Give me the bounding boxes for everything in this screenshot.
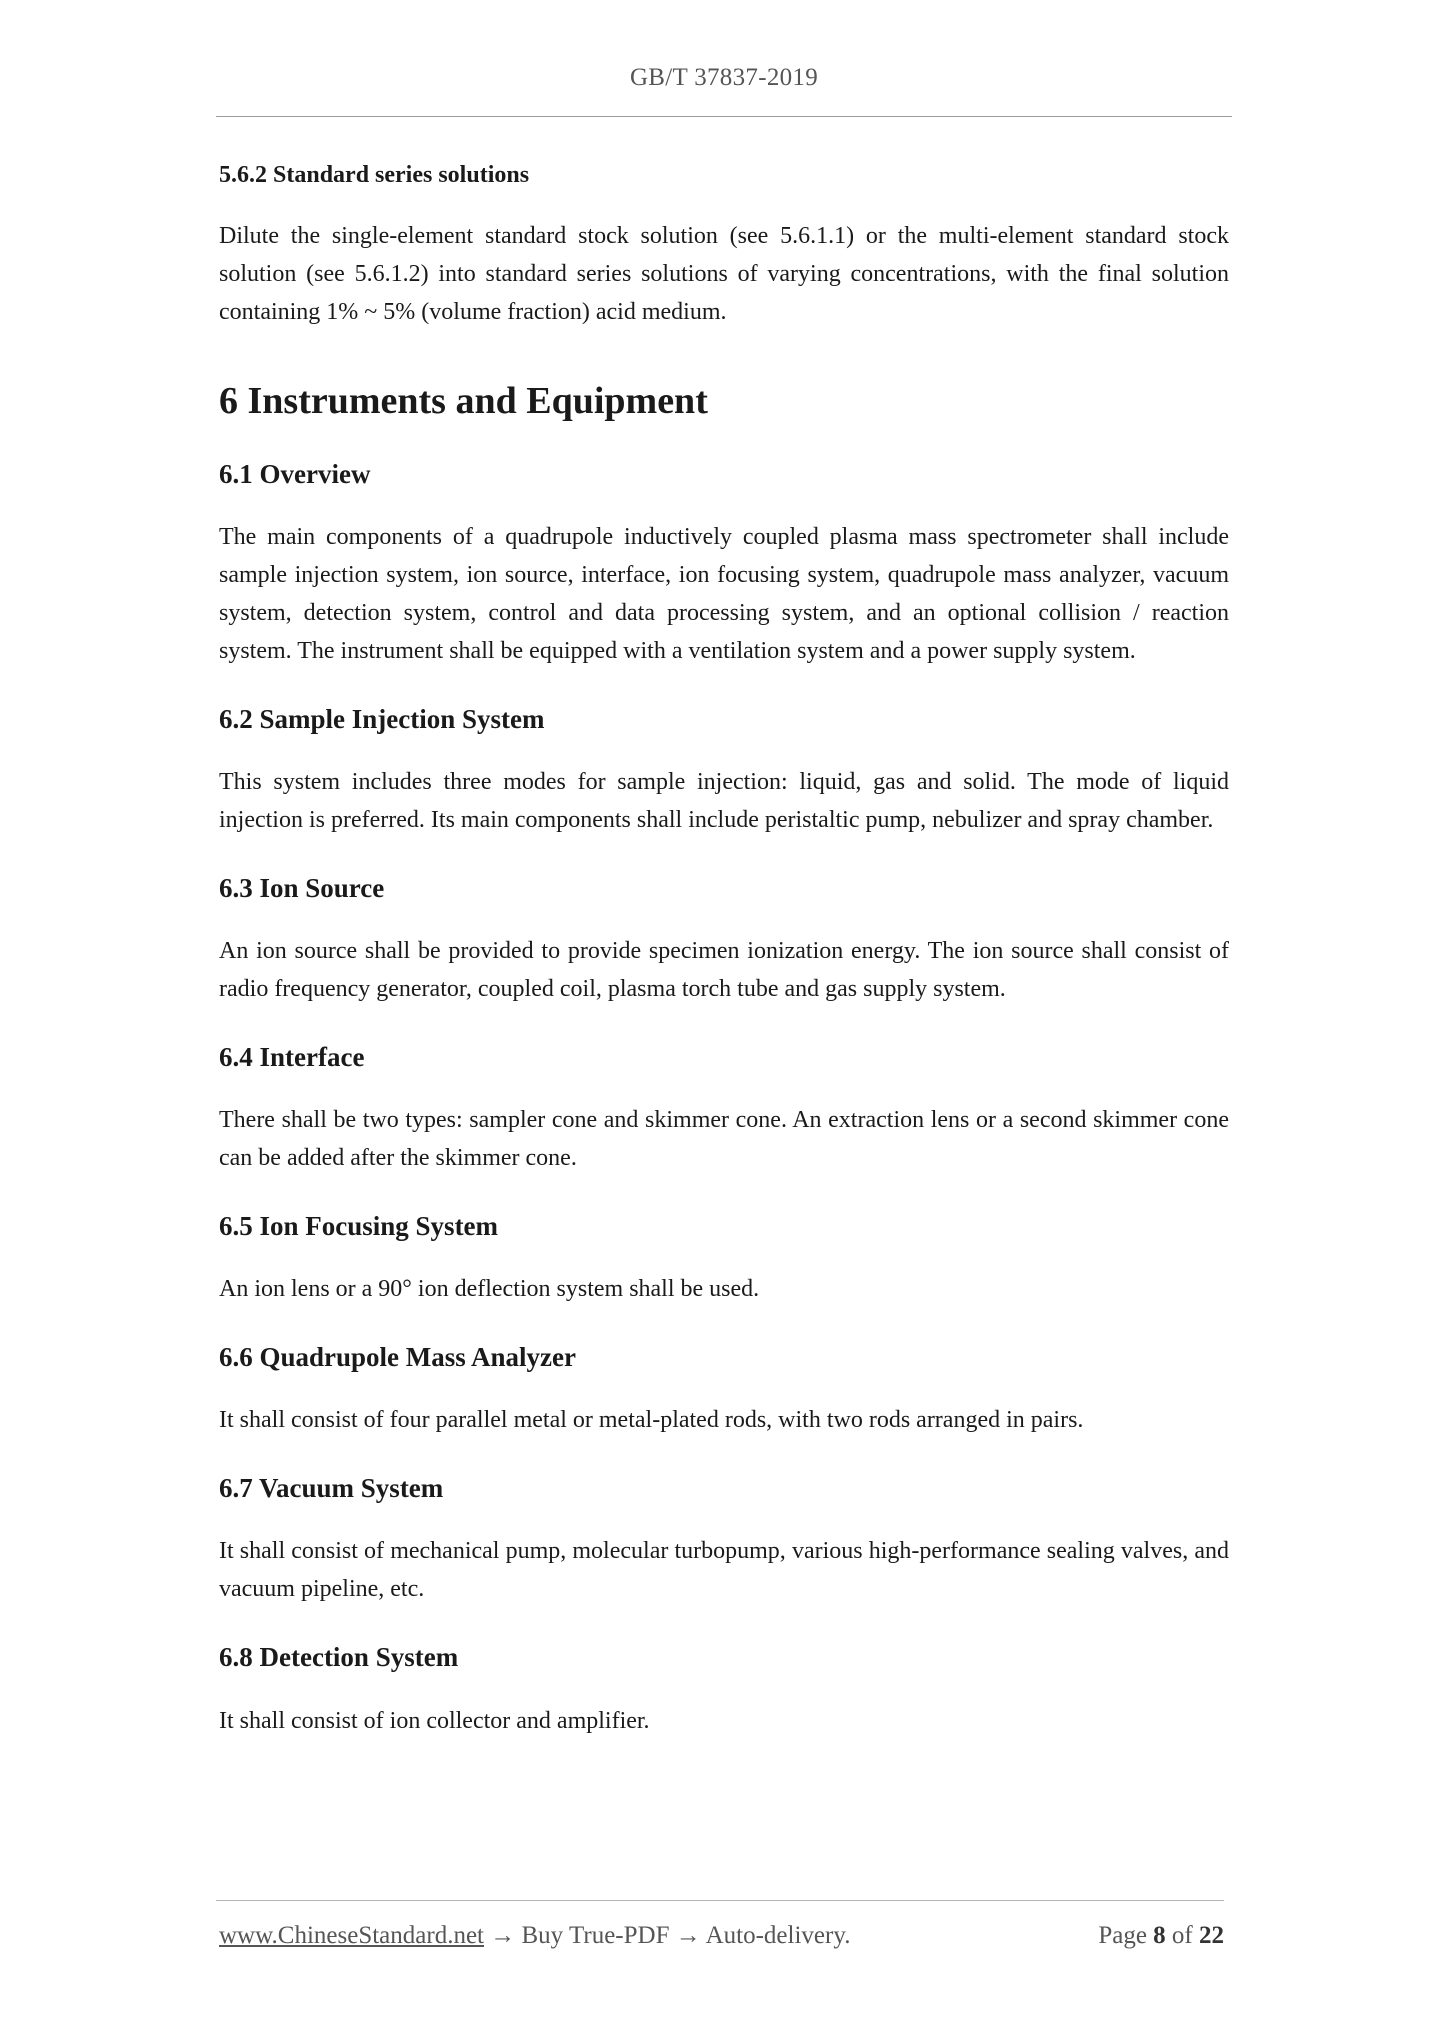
section-6-1-paragraph: The main components of a quadrupole inductively coupled plasma mass spectrometer shall include sample injection system, ion source, interface, ion focusing system, quadrupole mass analyzer, vacuum system, detection system, control and data processing system, and an optional collision / reaction system. The instrument shall be equipped with a ventilation system and a power supply system.: [219, 523, 1229, 664]
section-6-8-title: 6.8 Detection System: [219, 1642, 459, 1673]
section-6-3-title: 6.3 Ion Source: [219, 872, 385, 903]
section-6-1-title: 6.1 Overview: [219, 458, 371, 489]
page-header: GB/T 37837-2019: [629, 64, 819, 91]
section-6-2-title: 6.2 Sample Injection System: [219, 703, 545, 734]
section-6-6-paragraph: It shall consist of four parallel metal or metal-plated rods, with two rods arranged in pairs.: [219, 1407, 1084, 1434]
chapter-6-title: 6 Instruments and Equipment: [219, 380, 708, 423]
page-label: Page: [1098, 1922, 1147, 1949]
footer-promo-text: → Buy True-PDF → Auto-delivery.: [484, 1922, 851, 1949]
current-page-number: 8: [1153, 1922, 1166, 1949]
section-6-6-title: 6.6 Quadrupole Mass Analyzer: [219, 1342, 577, 1373]
section-6-5-paragraph: An ion lens or a 90° ion deflection system shall be used.: [219, 1276, 760, 1303]
document-body: [219, 160, 1229, 1772]
header-divider: [216, 116, 1232, 117]
page-number: [1098, 1922, 1224, 1950]
site-link[interactable]: www.ChineseStandard.net: [219, 1922, 484, 1949]
of-label: of: [1171, 1922, 1193, 1949]
section-6-4-title: 6.4 Interface: [219, 1042, 365, 1073]
section-6-8-paragraph: It shall consist of ion collector and amplifier.: [219, 1707, 650, 1734]
section-5-6-2-title: 5.6.2 Standard series solutions: [219, 162, 530, 188]
section-6-3-paragraph: An ion source shall be provided to provide specimen ionization energy. The ion source shall consist of radio frequency generator, coupled coil, plasma torch tube and gas supply system.: [219, 938, 1229, 1003]
section-6-7-title: 6.7 Vacuum System: [219, 1473, 444, 1504]
footer-divider: [216, 1900, 1224, 1901]
section-6-7-paragraph: It shall consist of mechanical pump, molecular turbopump, various high-performance sealing valves, and vacuum pipeline, etc.: [219, 1538, 1229, 1603]
footer-promo: [219, 1922, 850, 1950]
section-6-2-paragraph: This system includes three modes for sample injection: liquid, gas and solid. The mode of liquid injection is preferred. Its main components shall include peristaltic pump, nebulizer and spray chamber.: [219, 768, 1229, 833]
section-5-6-2-paragraph: Dilute the single-element standard stock solution (see 5.6.1.1) or the multi-element standard stock solution (see 5.6.1.2) into standard series solutions of varying concentrations, with the final solution containing 1% ~ 5% (volume fraction) acid medium.: [219, 223, 1229, 326]
section-6-5-title: 6.5 Ion Focusing System: [219, 1211, 499, 1242]
section-6-4-paragraph: There shall be two types: sampler cone and skimmer cone. An extraction lens or a second skimmer cone can be added after the skimmer cone.: [219, 1107, 1229, 1172]
total-page-number: 22: [1199, 1922, 1224, 1949]
